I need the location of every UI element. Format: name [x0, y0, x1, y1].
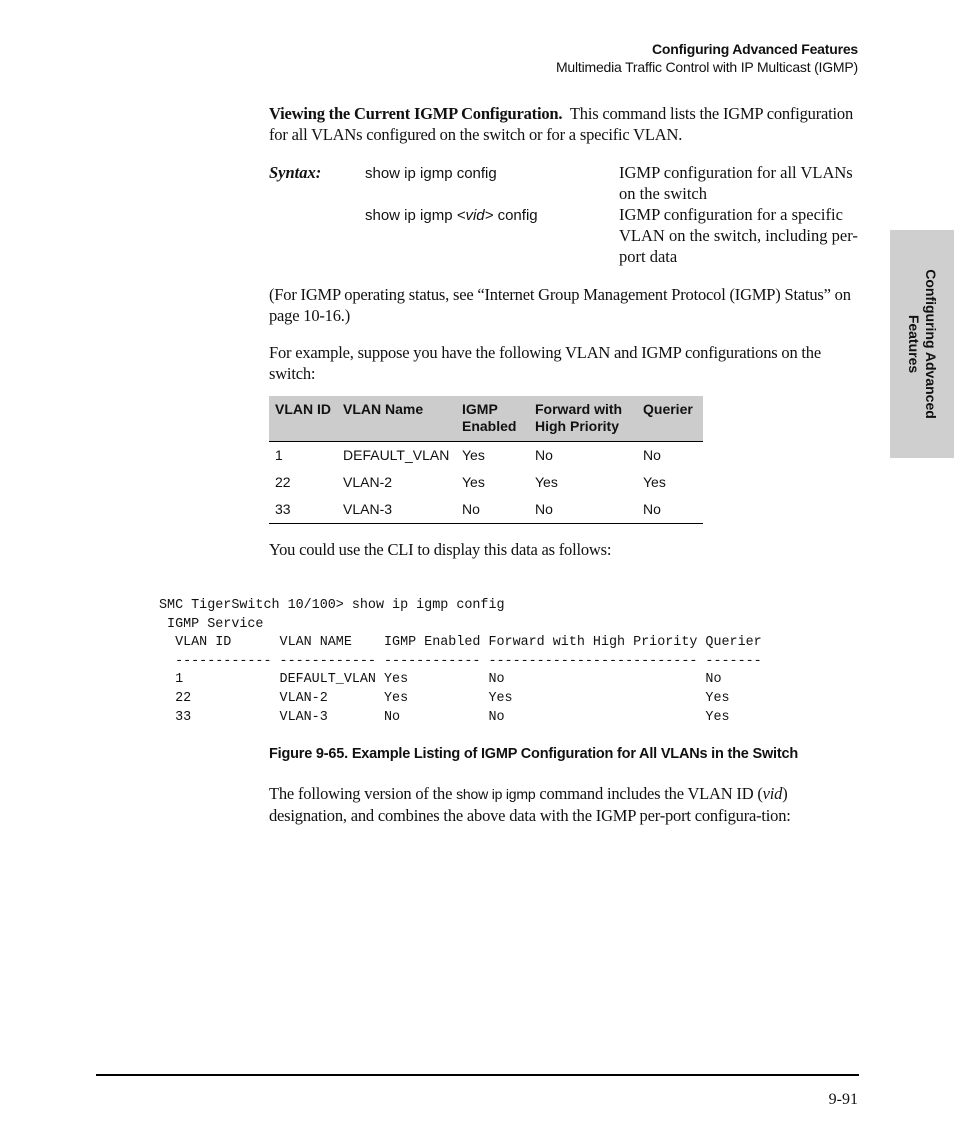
example-intro: For example, suppose you have the following VLAN and IGMP configurations on the switch:	[269, 343, 821, 383]
table-row: 33 VLAN-3 No No No	[269, 496, 703, 524]
page-header	[556, 41, 858, 75]
header-vlan-name: VLAN Name	[337, 396, 456, 442]
figure-caption: Figure 9-65. Example Listing of IGMP Configuration for All VLANs in the Switch	[269, 746, 798, 762]
section-title: Multimedia Traffic Control with IP Multicast (IGMP)	[555, 59, 858, 75]
syntax-label: Syntax:	[269, 163, 322, 182]
table-row: 1 DEFAULT_VLAN Yes No No	[269, 442, 703, 470]
cli-line: ------------ ------------ ------------ -------------------------- -------	[159, 653, 762, 669]
cli-line: 1 DEFAULT_VLAN Yes No No	[159, 672, 722, 688]
chapter-title: Configuring Advanced Features	[651, 41, 858, 57]
footer-rule	[96, 1074, 859, 1076]
status-note: (For IGMP operating status, see “Internet Group Management Protocol (IGMP) Status” on page 10-16.)	[269, 285, 851, 325]
syntax-description-all: IGMP configuration for all VLANs on the switch	[619, 163, 853, 203]
cli-line: 33 VLAN-3 No No Yes	[159, 709, 730, 725]
intro-paragraph	[269, 103, 859, 145]
cli-line: SMC TigerSwitch 10/100> show ip igmp config	[159, 598, 505, 613]
cli-line: 22 VLAN-2 Yes Yes Yes	[159, 690, 730, 706]
syntax-command-vid: show ip igmp <vid> config	[365, 207, 538, 224]
inline-vid-param: vid	[762, 784, 783, 803]
intro-heading: Viewing the Current IGMP Configuration.	[269, 104, 563, 123]
syntax-description-vid: IGMP configuration for a specific VLAN on the switch, including per-port data	[619, 205, 858, 266]
table-header-row	[269, 396, 703, 442]
intro-text: This command lists the IGMP configuration for all VLANs configured on the switch or for a specific VLAN.	[269, 104, 854, 144]
chapter-side-tab	[890, 230, 954, 458]
cli-line: VLAN ID VLAN NAME IGMP Enabled Forward with High Priority Querier	[159, 635, 762, 651]
closing-paragraph: The following version of the show ip igmp command includes the VLAN ID (vid) designation, and combines the above data with the IGMP per-port configura-tion:	[269, 784, 791, 825]
header-vlan-id: VLAN ID	[269, 396, 337, 442]
inline-command: show ip igmp	[456, 786, 536, 802]
header-igmp-enabled: IGMP Enabled	[456, 396, 529, 442]
header-forward-priority: Forward with High Priority	[529, 396, 637, 442]
cli-intro: You could use the CLI to display this data as follows:	[269, 540, 612, 559]
vid-param: <vid>	[456, 207, 494, 224]
cli-output	[159, 597, 762, 727]
side-tab-label: Configuring Advanced Features	[906, 269, 939, 419]
header-querier: Querier	[637, 396, 703, 442]
cli-line: IGMP Service	[159, 616, 264, 632]
page-number: 9-91	[828, 1091, 858, 1108]
table-row: 22 VLAN-2 Yes Yes Yes	[275, 474, 666, 490]
vlan-config-table	[269, 396, 703, 524]
syntax-command-all: show ip igmp config	[365, 165, 497, 182]
